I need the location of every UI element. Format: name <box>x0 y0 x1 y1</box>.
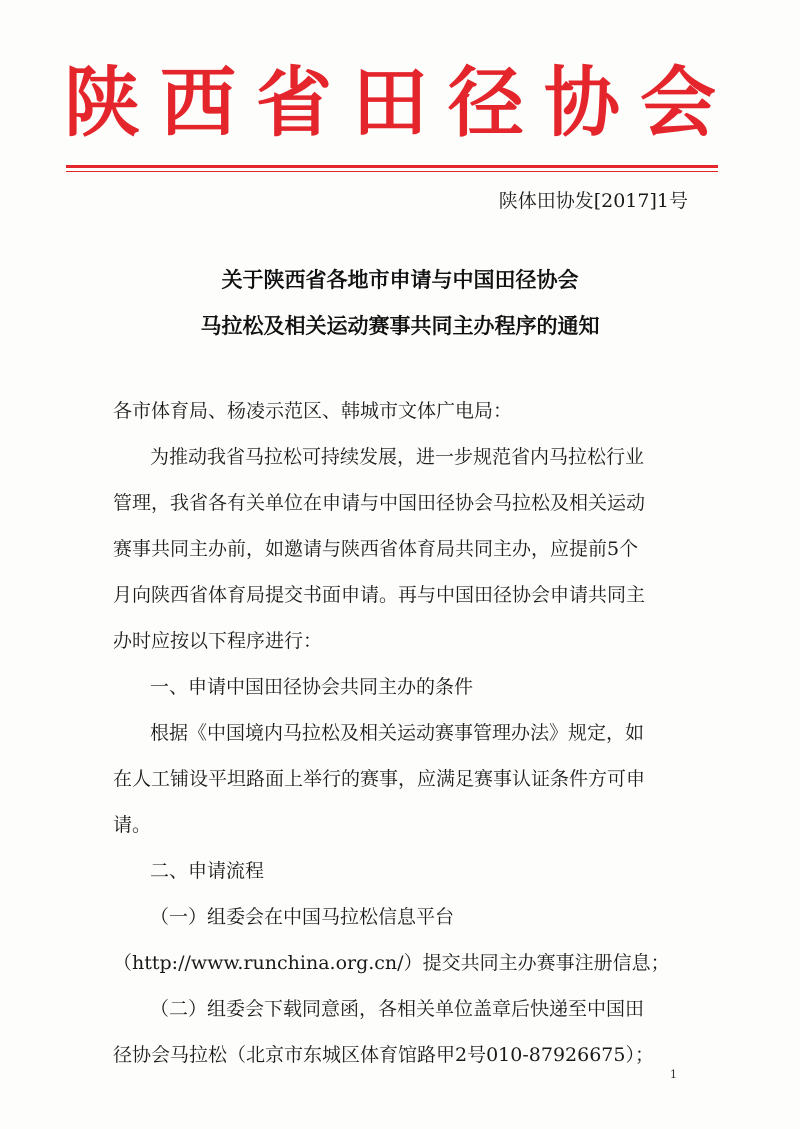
paragraph-1-line-3: 赛事共同主办前，如邀请与陕西省体育局共同主办，应提前5个 <box>113 538 639 560</box>
paragraph-1-line-2: 管理，我省各有关单位在申请与中国田径协会马拉松及相关运动 <box>113 492 646 514</box>
item-1-line-1: （一）组委会在中国马拉松信息平台 <box>150 906 455 928</box>
letterhead-red-rule-thin <box>66 171 718 172</box>
section-1-line-2: 在人工铺设平坦路面上举行的赛事，应满足赛事认证条件方可申 <box>113 768 646 790</box>
paragraph-1-line-1: 为推动我省马拉松可持续发展，进一步规范省内马拉松行业 <box>150 446 645 468</box>
document-title-line-2: 马拉松及相关运动赛事共同主办程序的通知 <box>200 314 600 338</box>
document-number: 陕体田协发[2017]1号 <box>498 190 688 212</box>
page-number: 1 <box>670 1068 677 1081</box>
paragraph-1-line-5: 办时应按以下程序进行： <box>113 630 323 652</box>
item-1-line-2: （http://www.runchina.org.cn/）提交共同主办赛事注册信息； <box>113 952 670 974</box>
section-2-heading: 二、申请流程 <box>150 860 265 882</box>
paragraph-1-line-4: 月向陕西省体育局提交书面申请。再与中国田径协会申请共同主 <box>113 584 646 606</box>
item-2-line-2: 径协会马拉松（北京市东城区体育馆路甲2号010-87926675）； <box>113 1044 654 1066</box>
section-1-line-1: 根据《中国境内马拉松及相关运动赛事管理办法》规定，如 <box>150 722 645 744</box>
item-2-line-1: （二）组委会下载同意函，各相关单位盖章后快递至中国田 <box>150 998 645 1020</box>
letterhead-org-name: 陕西省田径协会 <box>64 58 736 147</box>
document-title-line-1: 关于陕西省各地市申请与中国田径协会 <box>221 268 579 292</box>
letterhead-red-rule <box>66 165 718 168</box>
section-1-line-3: 请。 <box>113 814 152 836</box>
addressee: 各市体育局、杨凌示范区、韩城市文体广电局： <box>113 400 513 422</box>
section-1-heading: 一、申请中国田径协会共同主办的条件 <box>150 676 474 698</box>
